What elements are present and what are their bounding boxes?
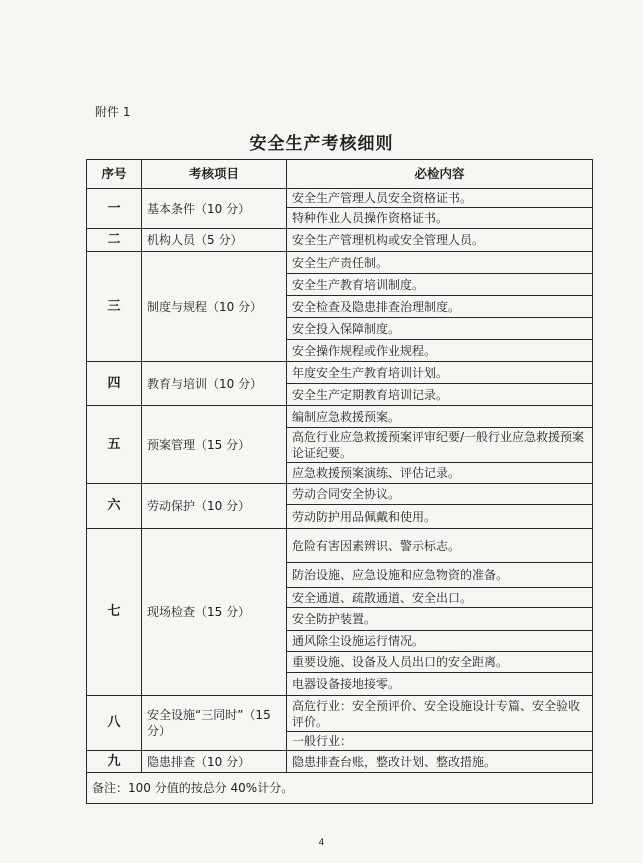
section-item: 隐患排查（10 分）: [142, 751, 287, 773]
requirement-text: 安全操作规程或作业规程。: [287, 340, 593, 362]
requirement-text: 安全通道、疏散通道、安全出口。: [287, 588, 593, 608]
header-requirements: 必检内容: [287, 160, 593, 189]
section-item: 现场检查（15 分）: [142, 529, 287, 696]
requirement-text: 重要设施、设备及人员出口的安全距离。: [287, 652, 593, 673]
section-item: 劳动保护（10 分）: [142, 484, 287, 529]
requirement-text: 隐患排查台账，整改计划、整改措施。: [287, 751, 593, 773]
table-row: [87, 362, 593, 384]
requirement-text: 一般行业：: [287, 732, 593, 751]
requirement-text: 安全生产管理机构或安全管理人员。: [287, 229, 593, 252]
table-row: [87, 529, 593, 563]
requirement-text: 编制应急救援预案。: [287, 406, 593, 428]
table-row: [87, 252, 593, 274]
requirement-text: 高危行业：安全预评价、安全设施设计专篇、安全验收评价。: [287, 696, 593, 732]
table-header-row: [87, 160, 593, 189]
table-row: [87, 696, 593, 732]
requirement-text: 安全防护装置。: [287, 608, 593, 631]
section-number: 六: [87, 484, 142, 529]
requirement-text: 应急救援预案演练、评估记录。: [287, 463, 593, 484]
note-text: 备注：100 分值的按总分 40%计分。: [87, 773, 593, 804]
requirement-text: 通风除尘设施运行情况。: [287, 631, 593, 652]
note-row: [87, 773, 593, 804]
requirement-text: 劳动防护用品佩戴和使用。: [287, 505, 593, 529]
section-number: 八: [87, 696, 142, 751]
table-row: [87, 229, 593, 252]
section-item: 制度与规程（10 分）: [142, 252, 287, 362]
section-item: 安全设施“三同时”（15 分）: [142, 696, 287, 751]
section-item: 机构人员（5 分）: [142, 229, 287, 252]
page-number: 4: [318, 838, 325, 848]
requirement-text: 安全生产教育培训制度。: [287, 274, 593, 296]
requirement-text: 年度安全生产教育培训计划。: [287, 362, 593, 384]
requirement-text: 特种作业人员操作资格证书。: [287, 208, 593, 229]
requirement-text: 防治设施、应急设施和应急物资的准备。: [287, 563, 593, 588]
attachment-label: 附件 1: [95, 105, 131, 119]
section-number: 二: [87, 229, 142, 252]
section-item: 基本条件（10 分）: [142, 189, 287, 229]
requirement-text: 安全检查及隐患排查治理制度。: [287, 296, 593, 318]
table-row: [87, 484, 593, 505]
requirement-text: 安全生产定期教育培训记录。: [287, 384, 593, 406]
table-row: [87, 406, 593, 428]
table-body: [87, 189, 593, 773]
requirement-text: 危险有害因素辨识、警示标志。: [287, 529, 593, 563]
requirement-text: 高危行业应急救援预案评审纪要/一般行业应急救援预案论证纪要。: [287, 428, 593, 463]
section-number: 五: [87, 406, 142, 484]
requirement-text: 安全生产责任制。: [287, 252, 593, 274]
section-number: 一: [87, 189, 142, 229]
assessment-table: [86, 159, 593, 804]
header-item: 考核项目: [142, 160, 287, 189]
section-number: 三: [87, 252, 142, 362]
requirement-text: 电器设备接地接零。: [287, 673, 593, 696]
requirement-text: 劳动合同安全协议。: [287, 484, 593, 505]
section-item: 预案管理（15 分）: [142, 406, 287, 484]
section-number: 七: [87, 529, 142, 696]
document-title: 安全生产考核细则: [249, 134, 394, 154]
section-item: 教育与培训（10 分）: [142, 362, 287, 406]
requirement-text: 安全生产管理人员安全资格证书。: [287, 189, 593, 208]
table-row: [87, 189, 593, 208]
header-no: 序号: [87, 160, 142, 189]
section-number: 九: [87, 751, 142, 773]
requirement-text: 安全投入保障制度。: [287, 318, 593, 340]
table-row: [87, 751, 593, 773]
section-number: 四: [87, 362, 142, 406]
